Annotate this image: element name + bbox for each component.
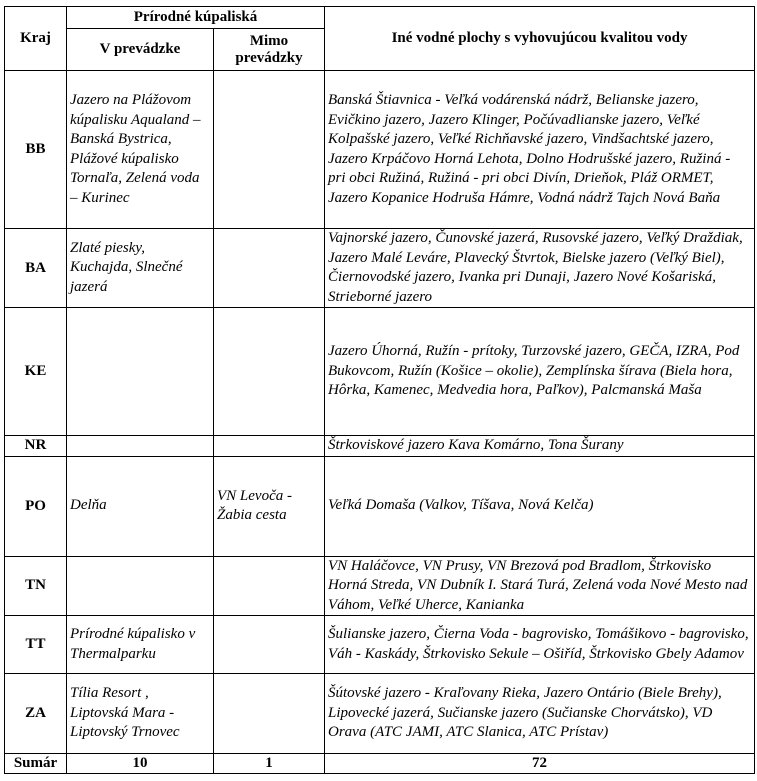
v-prevadzke-cell: Jazero na Plážovom kúpalisku Aqualand – Banská Bystrica, Plážové kúpalisko Tornaľa, Zelená voda – Kurinec — [67, 71, 214, 229]
ine-vodne-plochy-cell: Šulianske jazero, Čierna Voda - bagrovisko, Tomášikovo - bagrovisko, Váh - Kaskády, Štrkovisko Sekule – Ošiříd, Štrkovisko Gbely Adamov — [325, 616, 755, 674]
table-row — [5, 229, 755, 308]
summary-v-prevadzke: 10 — [67, 754, 214, 774]
table-row — [5, 674, 755, 754]
v-prevadzke-cell: Prírodné kúpalisko v Thermalparku — [67, 616, 214, 674]
kraj-cell: KE — [5, 308, 67, 436]
mimo-prevadzky-cell — [214, 674, 325, 754]
mimo-prevadzky-cell — [214, 436, 325, 457]
table-row — [5, 456, 755, 556]
kraj-cell: BA — [5, 229, 67, 308]
table-row — [5, 308, 755, 436]
table-row — [5, 556, 755, 616]
header-mimo-prevadzky: Mimo prevádzky — [214, 29, 325, 71]
v-prevadzke-cell: Delňa — [67, 456, 214, 556]
header-kraj: Kraj — [5, 7, 67, 71]
v-prevadzke-cell: Zlaté piesky, Kuchajda, Slnečné jazerá — [67, 229, 214, 308]
summary-ine-vodne-plochy: 72 — [325, 754, 755, 774]
table-row — [5, 71, 755, 229]
mimo-prevadzky-cell — [214, 556, 325, 616]
header-prirodne-kupaliska: Prírodné kúpaliská — [67, 7, 325, 29]
ine-vodne-plochy-cell: VN Haláčovce, VN Prusy, VN Brezová pod Bradlom, Štrkovisko Horná Streda, VN Dubník I. Stará Turá, Zelená voda Nové Mesto nad Váhom, Veľké Uherce, Kanianka — [325, 556, 755, 616]
v-prevadzke-cell: Tília Resort , Liptovská Mara - Liptovský Trnovec — [67, 674, 214, 754]
ine-vodne-plochy-cell: Jazero Úhorná, Ružín - prítoky, Turzovské jazero, GEČA, IZRA, Pod Bukovcom, Ružín (Košice – okolie), Zemplínska šírava (Biela hora, Hôrka, Kamenec, Medvedia hora, Paľkov), Palcmanská Maša — [325, 308, 755, 436]
summary-row — [5, 754, 755, 774]
table-row — [5, 436, 755, 457]
mimo-prevadzky-cell — [214, 71, 325, 229]
v-prevadzke-cell — [67, 556, 214, 616]
table-row — [5, 616, 755, 674]
summary-mimo-prevadzky: 1 — [214, 754, 325, 774]
water-bodies-table — [4, 6, 755, 774]
v-prevadzke-cell — [67, 308, 214, 436]
kraj-cell: PO — [5, 456, 67, 556]
ine-vodne-plochy-cell: Štrkoviskové jazero Kava Komárno, Tona Šurany — [325, 436, 755, 457]
v-prevadzke-cell — [67, 436, 214, 457]
kraj-cell: TN — [5, 556, 67, 616]
kraj-cell: NR — [5, 436, 67, 457]
mimo-prevadzky-cell: VN Levoča - Žabia cesta — [214, 456, 325, 556]
summary-label: Sumár — [5, 754, 67, 774]
ine-vodne-plochy-cell: Vajnorské jazero, Čunovské jazerá, Rusovské jazero, Veľký Draždiak, Jazero Malé Leváre, Plavecký Štvrtok, Bielske jazero (Veľký Biel), Čiernovodské jazero, Ivanka pri Dunaji, Jazero Nové Košariská, Strieborné jazero — [325, 229, 755, 308]
kraj-cell: TT — [5, 616, 67, 674]
mimo-prevadzky-cell — [214, 308, 325, 436]
header-v-prevadzke: V prevádzke — [67, 29, 214, 71]
mimo-prevadzky-cell — [214, 229, 325, 308]
kraj-cell: BB — [5, 71, 67, 229]
header-row — [5, 7, 755, 29]
ine-vodne-plochy-cell: Šútovské jazero - Kraľovany Rieka, Jazero Ontário (Biele Brehy), Lipovecké jazerá, Sučianske jazero (Sučianske Chorvátsko), VD Orava (ATC JAMI, ATC Slanica, ATC Prístav) — [325, 674, 755, 754]
mimo-prevadzky-cell — [214, 616, 325, 674]
ine-vodne-plochy-cell: Banská Štiavnica - Veľká vodárenská nádrž, Belianske jazero, Evičkino jazero, Jazero Klinger, Počúvadlianske jazero, Veľké Kolpašské jazero, Veľké Richňavské jazero, Vindšachtské jazero, Jazero Krpáčovo Horná Lehota, Dolno Hodrušské jazero, Ružiná - pri obci Ružiná, Ružiná - pri obci Divín, Drieňok, Pláž ORMET, Jazero Kopanice Hodruša Hámre, Vodná nádrž Tajch Nová Baňa — [325, 71, 755, 229]
ine-vodne-plochy-cell: Veľká Domaša (Valkov, Tíšava, Nová Kelča) — [325, 456, 755, 556]
kraj-cell: ZA — [5, 674, 67, 754]
header-ine-vodne-plochy: Iné vodné plochy s vyhovujúcou kvalitou vody — [325, 7, 755, 71]
